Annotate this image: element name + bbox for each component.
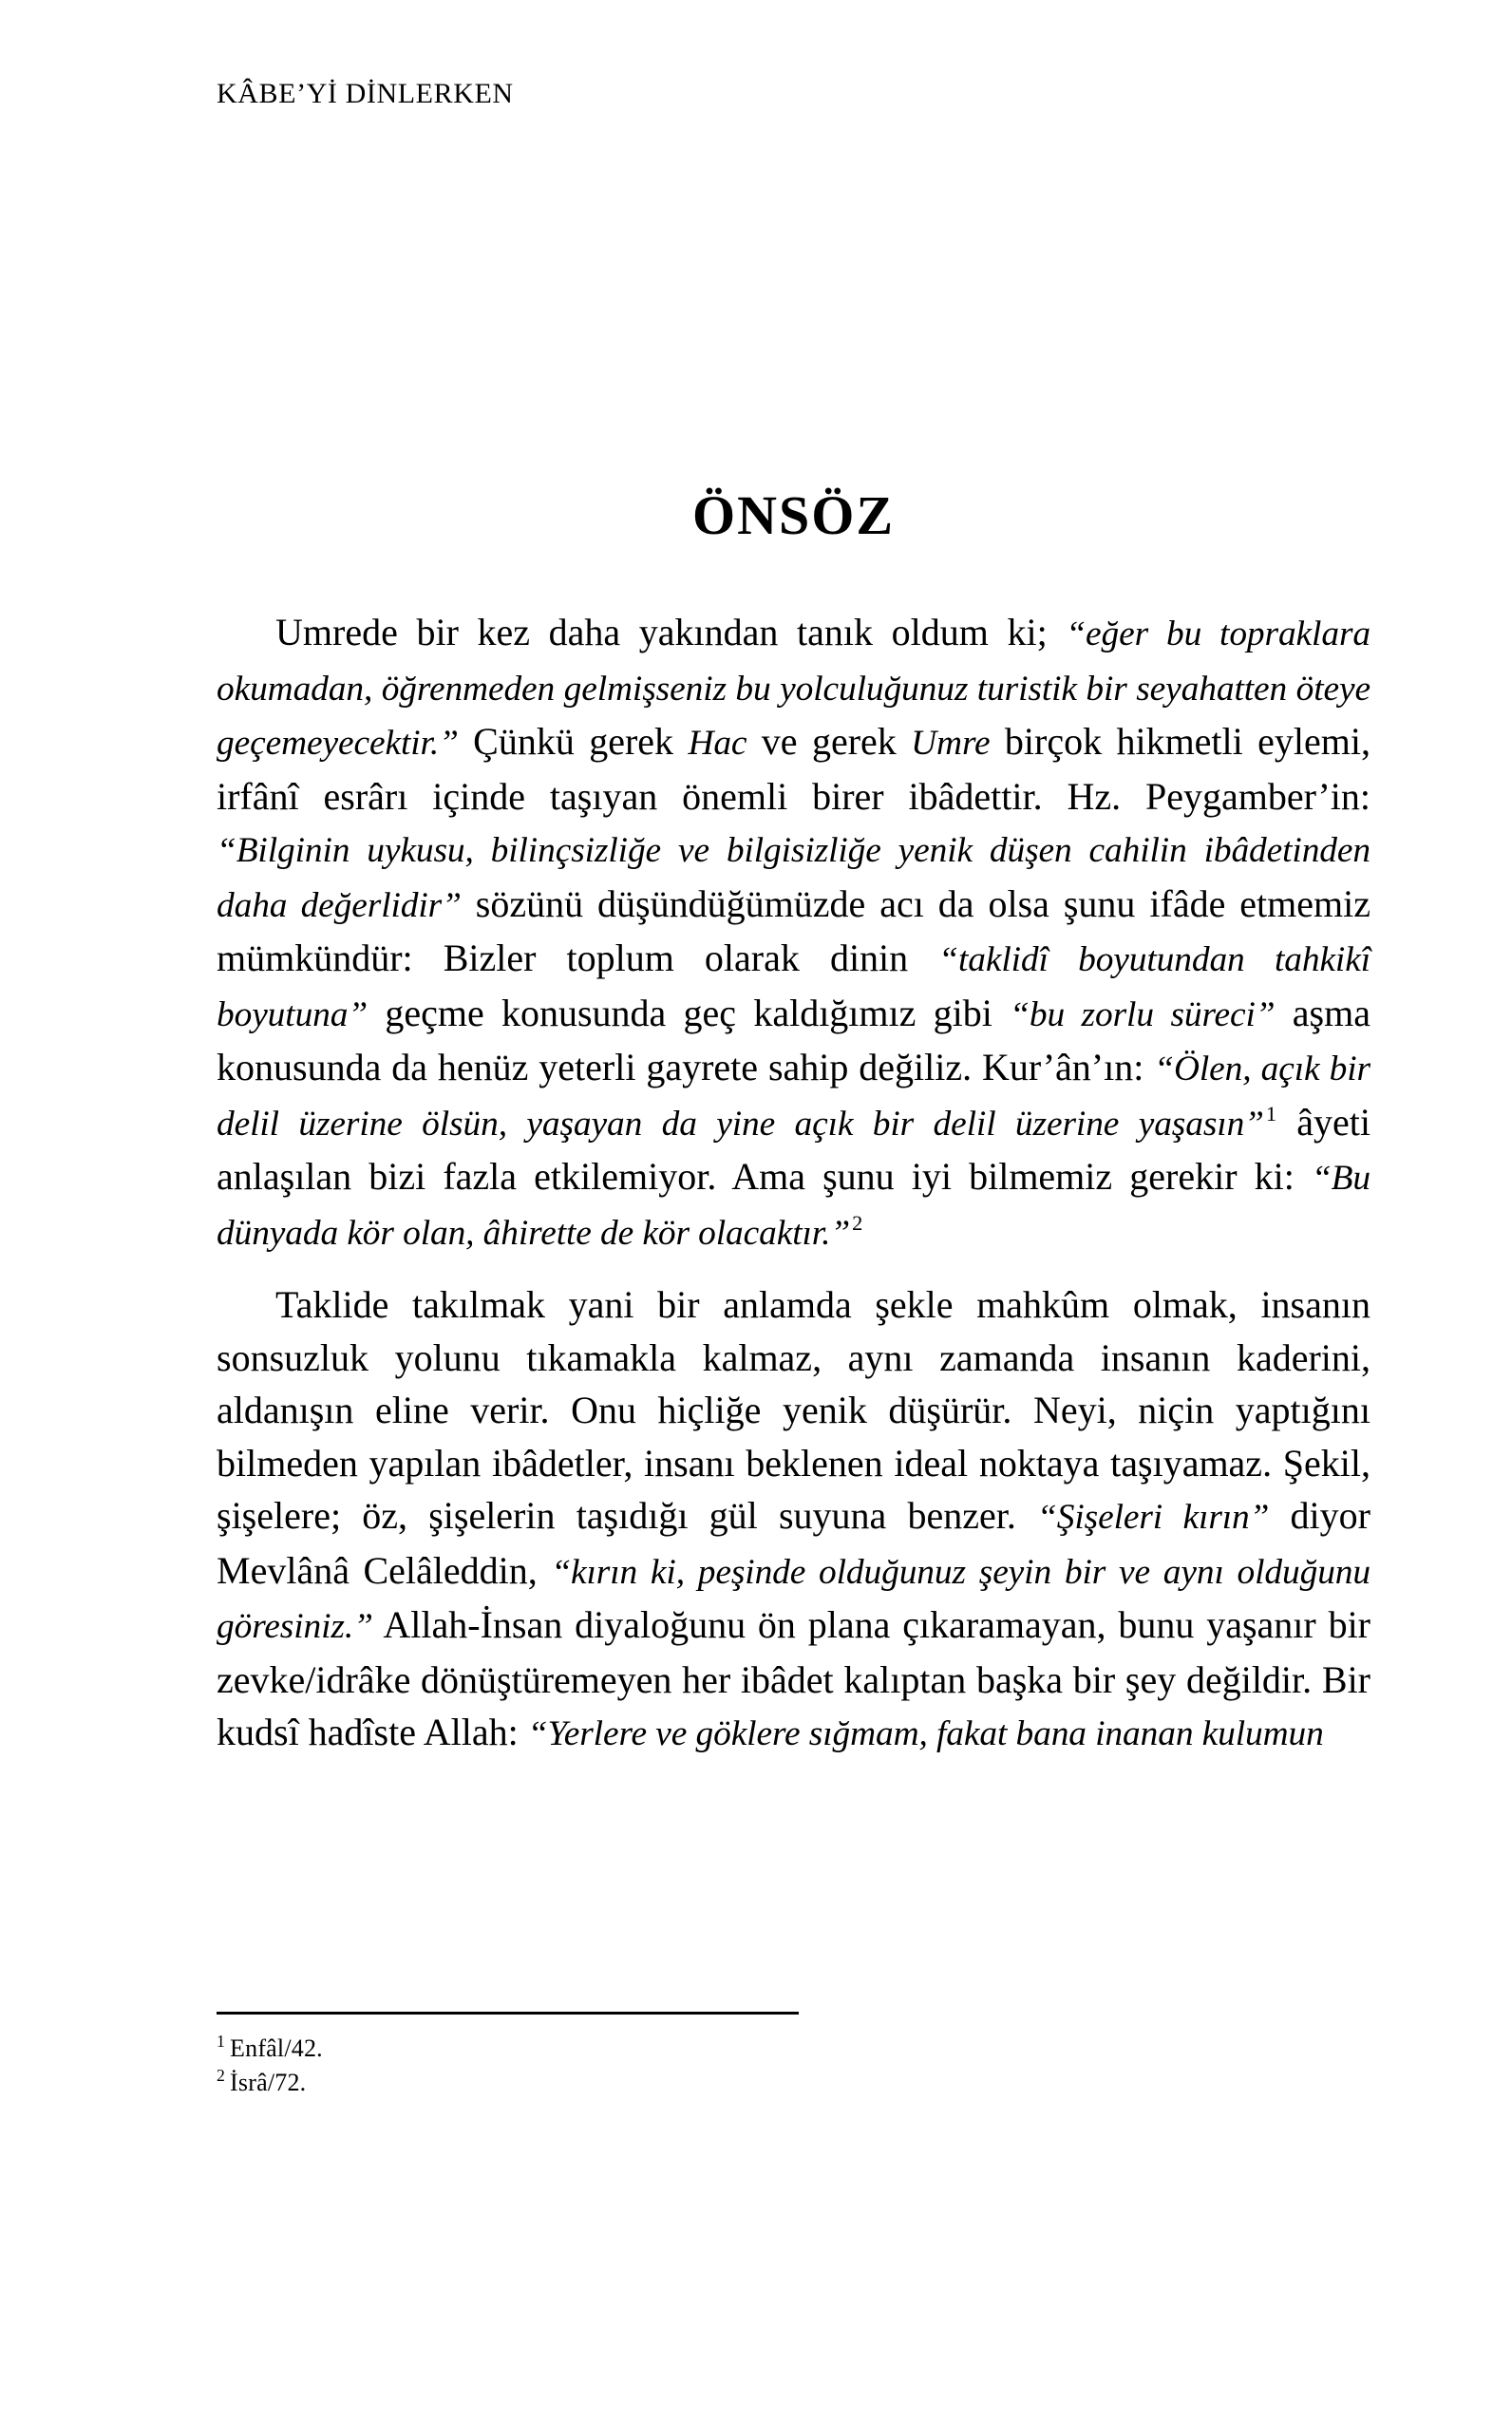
footnote-text: Enfâl/42. [230, 2034, 323, 2062]
footnote-text: İsrâ/72. [230, 2069, 307, 2096]
italic-quote-run: “Yerlere ve göklere sığmam, fakat bana inanan kulumun [527, 1714, 1324, 1753]
text-run: Umrede bir kez daha yakından tanık oldum ki; [275, 611, 1067, 653]
footnote-reference[interactable]: 2 [852, 1211, 863, 1236]
text-run: Çünkü gerek [458, 720, 689, 763]
text-run: aşma konusunda da henüz yeterli gayrete sahip değiliz. Kur’ân’ın: [217, 991, 1370, 1088]
italic-quote-run: Umre [911, 724, 991, 763]
text-run: geçme konusunda geç kaldığımız gibi [368, 991, 1011, 1034]
text-run: birçok hikmetli eylemi, irfânî esrârı içinde taşıyan önemli birer ibâdettir. Hz. Peygamber’in: [217, 720, 1370, 818]
italic-quote-run: Hac [688, 724, 747, 763]
text-run: sözünü düşündüğümüzde acı da olsa şunu ifâde etmemiz mümkündür: Bizler toplum olarak dinin [217, 881, 1370, 979]
footnote-item [217, 2066, 1370, 2100]
italic-quote-run: “kırın ki, peşinde olduğunuz şeyin bir ve aynı olduğunu göresiniz.” [217, 1552, 1370, 1646]
footnote-item [217, 2032, 1370, 2066]
footnote-number[interactable]: 1 [217, 2032, 226, 2052]
italic-quote-run: “Bilginin uykusu, bilinçsizliğe ve bilgisizliğe yenik düşen cahilin ibâdetinden daha değerlidir” [217, 831, 1370, 925]
footnote-number[interactable]: 2 [217, 2066, 226, 2086]
text-run: Allah-İnsan diyaloğunu ön plana çıkaramayan, bunu yaşanır bir zevke/idrâke dönüştüremeyen her ibâdet kalıptan başka bir şey değildir. Bir kudsî hadîste Allah: [217, 1603, 1370, 1753]
paragraph-2 [217, 1278, 1370, 1761]
body-text-block [217, 606, 1370, 1761]
text-run: diyor Mevlânâ Celâleddin, [217, 1494, 1370, 1592]
italic-quote-run: “taklidî boyutundan tahkikî boyutuna” [217, 940, 1371, 1034]
text-run: Taklide takılmak yani bir anlamda şekle mahkûm olmak, insanın sonsuzluk yolunu tıkamakla kalmaz, aynı zamanda insanın kaderini, aldanışın eline verir. Onu hiçliğe yenik düşürür. Neyi, niçin yaptığını bilmeden yapılan ibâdetler, insanı beklenen ideal noktaya taşıyamaz. Şekil, şişelere; öz, şişelerin taşıdığı gül suyuna benzer. [217, 1283, 1370, 1537]
italic-quote-run: “Ölen, açık bir delil üzerine ölsün, yaşayan da yine açık bir delil üzerine yaşasın” [217, 1050, 1370, 1144]
footnote-separator-rule [217, 2012, 799, 2015]
running-header: KÂBE’Yİ DİNLERKEN [217, 78, 514, 109]
italic-quote-run: “Şişeleri kırın” [1037, 1498, 1270, 1537]
italic-quote-run: “Bu dünyada kör olan, âhirette de kör olacaktır.” [217, 1159, 1370, 1253]
italic-quote-run: “bu zorlu süreci” [1010, 994, 1276, 1034]
italic-quote-run: “eğer bu topraklara okumadan, öğrenmeden gelmişseniz bu yolculuğunuz turistik bir seyahatten öteye geçemeyecektir.” [217, 615, 1370, 763]
page-title: ÖNSÖZ [691, 483, 896, 546]
text-run: âyeti anlaşılan bizi fazla etkilemiyor. Ama şunu iyi bilmemiz gerekir ki: [217, 1100, 1370, 1198]
footnote-area [217, 2012, 1370, 2100]
footnote-reference[interactable]: 1 [1265, 1102, 1277, 1126]
text-run: ve gerek [747, 720, 912, 763]
paragraph-1 [217, 606, 1370, 1259]
